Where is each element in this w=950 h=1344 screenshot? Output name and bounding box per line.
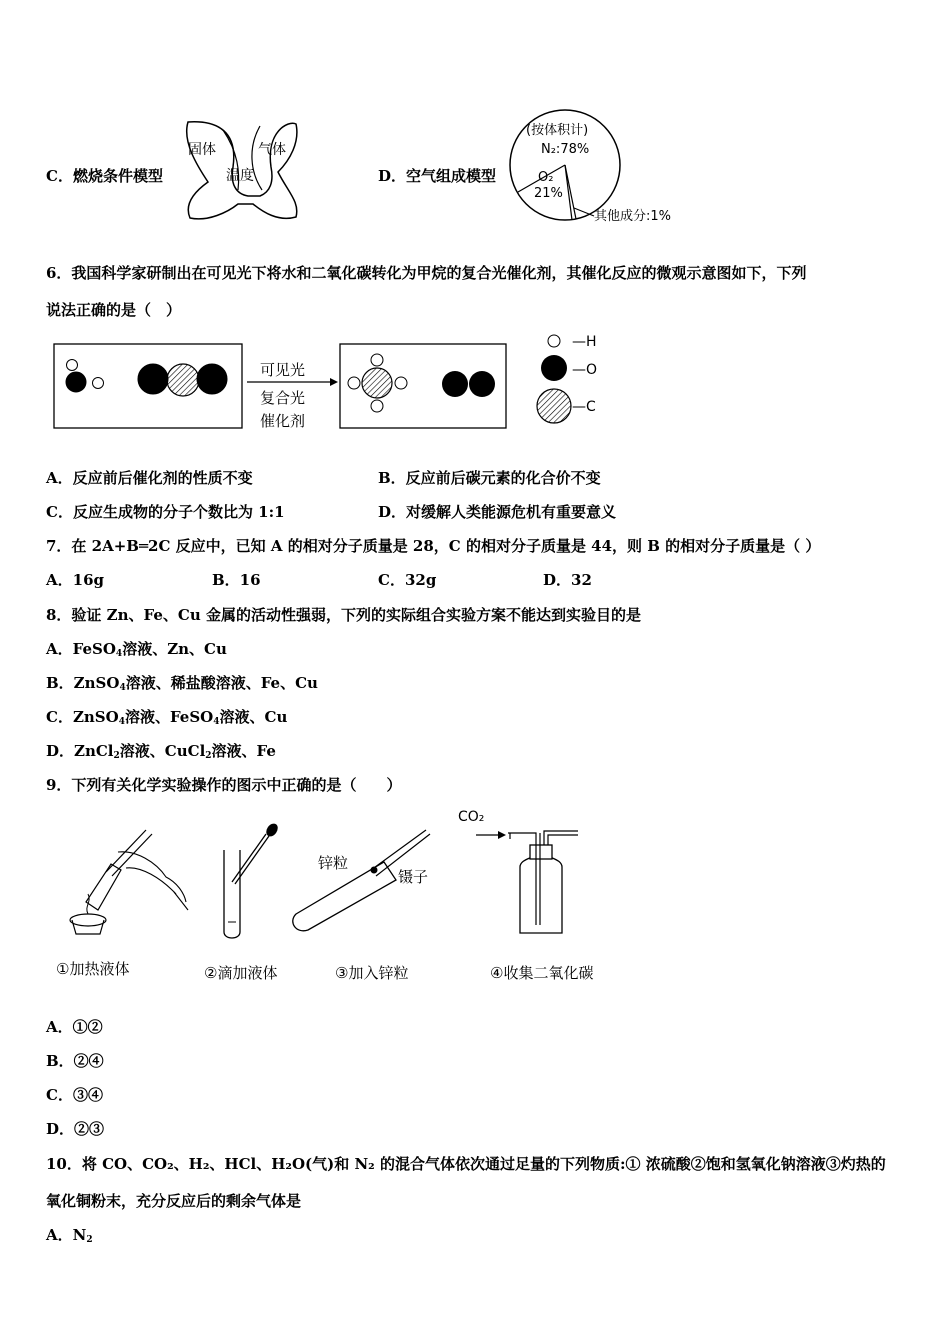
caption-1: ①加热液体: [56, 960, 130, 978]
q10-stem-line2: 氧化铜粉末，充分反应后的剩余气体是: [46, 1192, 302, 1210]
legend-o: —O: [572, 362, 598, 378]
q5-option-c: C．燃烧条件模型: [46, 167, 163, 185]
pie-o2-percent: 21%: [534, 186, 563, 201]
pie-header: (按体积计): [526, 123, 589, 138]
q6-option-c: C．反应生成物的分子个数比为 1:1: [46, 503, 285, 521]
heating-liquid-figure: [66, 822, 196, 942]
fire-label-solid: 固体: [188, 142, 216, 158]
q6-stem-line2: 说法正确的是（ ）: [46, 301, 182, 319]
pie-other: 其他成分:1%: [594, 209, 672, 224]
dropping-liquid-figure: [218, 822, 288, 942]
arrow-condition-bottom-2: 催化剂: [260, 412, 306, 430]
fire-triangle-figure: [178, 112, 303, 224]
air-composition-pie: [506, 108, 706, 228]
reaction-diagram: [52, 330, 632, 435]
q9-option-b: B．②④: [46, 1052, 104, 1070]
caption-3: ③加入锌粒: [335, 964, 409, 982]
q8-option-b: B．ZnSO$_4$溶液、稀盐酸溶液、Fe、Cu: [46, 674, 318, 693]
q9-option-c: C．③④: [46, 1086, 103, 1104]
arrow-condition-bottom-1: 复合光: [260, 389, 306, 407]
q7-option-a: A．16g: [46, 571, 105, 589]
q7-option-b: B．16: [212, 571, 261, 589]
fire-label-temp: 温度: [226, 168, 254, 184]
caption-2: ②滴加液体: [204, 964, 278, 982]
collecting-co2-figure: [456, 805, 586, 940]
q6-option-a: A．反应前后催化剂的性质不变: [46, 469, 253, 487]
legend-c: —C: [572, 399, 596, 415]
q9-option-d: D．②③: [46, 1120, 105, 1138]
q8-option-d: D．ZnCl$_2$溶液、CuCl$_2$溶液、Fe: [46, 742, 276, 761]
q10-option-a: A．$N_2$: [46, 1226, 93, 1245]
q7-option-d: D．32: [543, 571, 592, 589]
q9-stem: 9．下列有关化学实验操作的图示中正确的是（ ）: [46, 776, 402, 794]
q8-option-c: C．ZnSO$_4$溶液、FeSO$_4$溶液、Cu: [46, 708, 288, 727]
label-zinc: 锌粒: [318, 854, 349, 872]
fire-label-gas: 气体: [258, 142, 286, 158]
caption-4: ④收集二氧化碳: [490, 964, 594, 982]
legend-h: —H: [572, 334, 597, 350]
arrow-condition-top: 可见光: [260, 361, 306, 379]
label-co2: CO₂: [458, 809, 485, 825]
adding-zinc-figure: [286, 822, 446, 932]
q8-stem: 8．验证 Zn、Fe、Cu 金属的活动性强弱，下列的实际组合实验方案不能达到实验目的是: [46, 606, 641, 624]
pie-o2: O₂: [538, 170, 554, 185]
q7-stem: 7．在 2A+B═2C 反应中，已知 A 的相对分子质量是 28，C 的相对分子质量是 44，则 B 的相对分子质量是（ ）: [46, 537, 821, 555]
q10-stem-line1: 10．将 CO、CO₂、H₂、HCl、H₂O(气)和 N₂ 的混合气体依次通过足量的下列物质:① 浓硫酸②饱和氢氧化钠溶液③灼热的: [46, 1155, 886, 1173]
pie-n2: N₂:78%: [541, 142, 590, 157]
q5-option-d: D．空气组成模型: [378, 167, 497, 185]
q6-option-b: B．反应前后碳元素的化合价不变: [378, 469, 601, 487]
q8-option-a: A．FeSO$_4$溶液、Zn、Cu: [46, 640, 227, 659]
q6-option-d: D．对缓解人类能源危机有重要意义: [378, 503, 617, 521]
q9-option-a: A．①②: [46, 1018, 103, 1036]
q6-stem-line1: 6．我国科学家研制出在可见光下将水和二氧化碳转化为甲烷的复合光催化剂，其催化反应的微观示意图如下，下列: [46, 264, 807, 282]
q7-option-c: C．32g: [378, 571, 437, 589]
label-tweezers: 镊子: [398, 868, 429, 886]
